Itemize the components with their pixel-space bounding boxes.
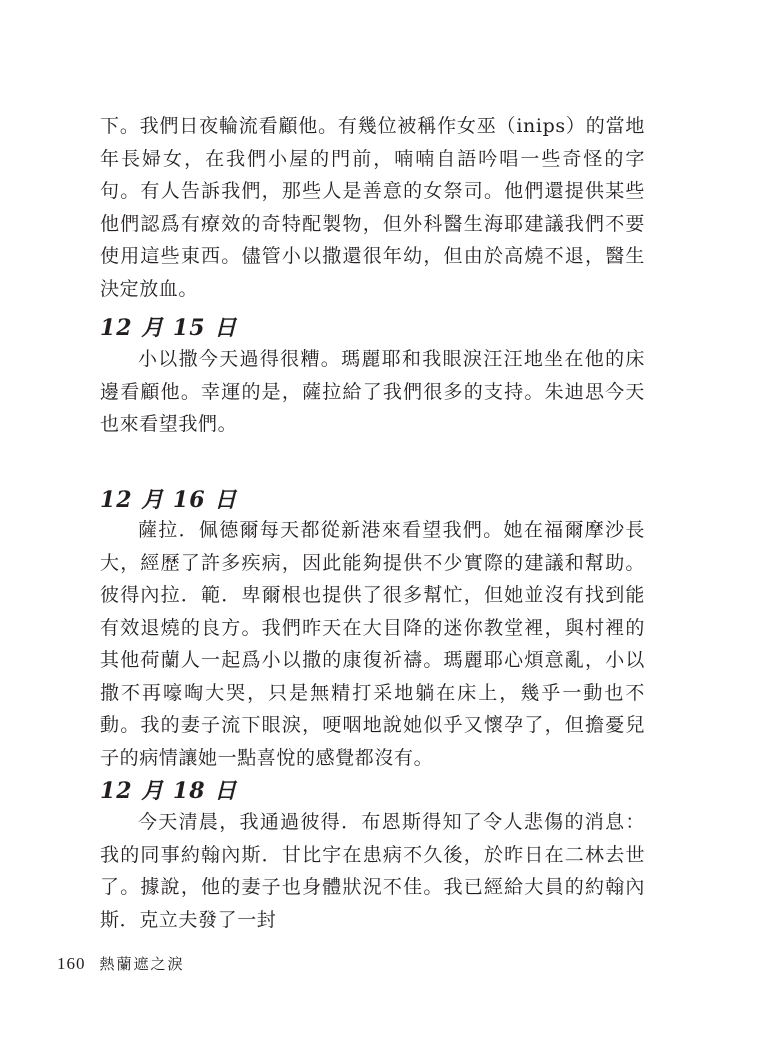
book-title: 熱蘭遮之淚: [99, 955, 185, 973]
page-number: 160: [57, 954, 86, 973]
paragraph-dec-15: 小以撒今天過得很糟。瑪麗耶和我眼淚汪汪地坐在他的床邊看顧他。幸運的是，薩拉給了我們很多的支持。朱迪思今天也來看望我們。: [100, 348, 645, 435]
paragraph-dec-16: 薩拉．佩德爾每天都從新港來看望我們。她在福爾摩沙長大，經歷了許多疾病，因此能夠提供不少實際的建議和幫助。彼得內拉．範．卑爾根也提供了很多幫忙，但她並沒有找到能有效退燒的良方。我們昨天在大目降的迷你教堂裡，與村裡的其他荷蘭人一起爲小以撒的康復祈禱。瑪麗耶心煩意亂，小以撒不再嚎啕大哭，只是無精打采地躺在床上，幾乎一動也不動。我的妻子流下眼淚，哽咽地說她似乎又懷孕了，但擔憂兒子的病情讓她一點喜悅的感覺都沒有。: [100, 519, 645, 769]
page-footer: [57, 953, 185, 974]
date-heading-dec-18: 12 月 18 日: [100, 778, 238, 804]
date-heading-dec-15: 12 月 15 日: [100, 315, 238, 341]
date-heading-dec-16: 12 月 16 日: [100, 487, 238, 513]
paragraph-dec-18: 今天清晨，我通過彼得．布恩斯得知了令人悲傷的消息：我的同事約翰內斯．甘比宇在患病不久後，於昨日在二林去世了。據說，他的妻子也身體狀況不佳。我已經給大員的約翰內斯．克立夫發了一封: [100, 811, 645, 931]
paragraph-continuation: 下。我們日夜輪流看顧他。有幾位被稱作女巫（inips）的當地年長婦女，在我們小屋的門前，喃喃自語吟唱一些奇怪的字句。有人告訴我們，那些人是善意的女祭司。他們還提供某些他們認爲有療效的奇特配製物，但外科醫生海耶建議我們不要使用這些東西。儘管小以撒還很年幼，但由於高燒不退，醫生決定放血。: [100, 115, 645, 300]
